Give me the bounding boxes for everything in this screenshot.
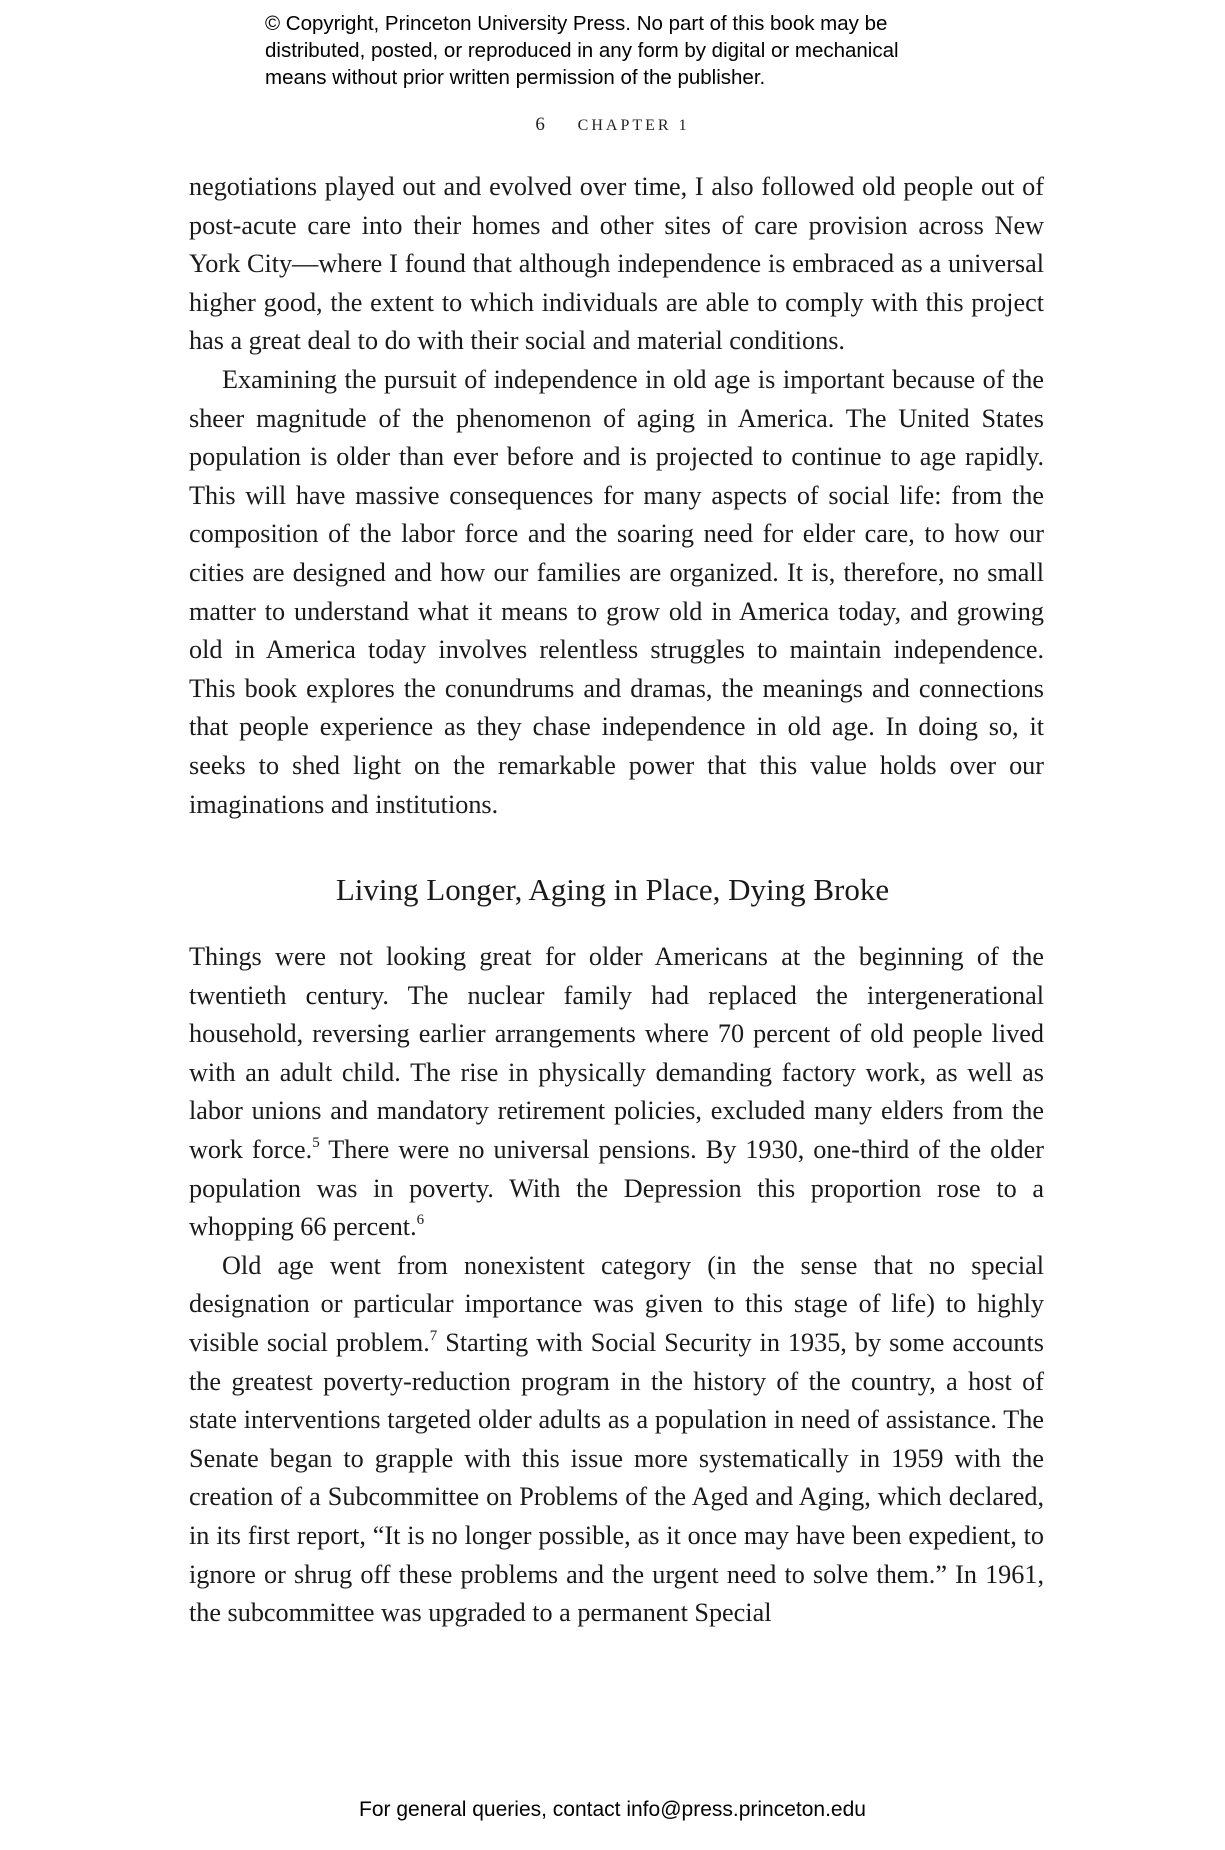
paragraph-continued: negotiations played out and evolved over time, I also followed old people out of post-acute care into their homes and other sites of care provision across New York City—where I found that although independence is embraced as a universal higher good, the extent to which individuals are able to comply with this project has a great deal to do with their social and material conditions.: [189, 172, 1044, 356]
section-heading: Living Longer, Aging in Place, Dying Broke: [335, 872, 890, 907]
paragraph: [189, 1247, 1044, 1633]
paragraph-text: Things were not looking great for older Americans at the beginning of the twentieth century. The nuclear family had replaced the intergenerational household, reversing earlier arrangements where 70 percent of old people lived with an adult child. The rise in physically demanding factory work, as well as labor unions and mandatory retirement policies, excluded many elders from the work force.: [189, 942, 1044, 1164]
paragraph: [189, 938, 1044, 1247]
paragraph-text: Starting with Social Security in 1935, by some accounts the greatest poverty-reduction program in the history of the country, a host of state interventions targeted older adults as a population in need of assistance. The Senate began to grapple with this issue more systematically in 1959 with the creation of a Subcommittee on Problems of the Aged and Aging, which declared, in its first report, “It is no longer possible, as it once may have been expedient, to ignore or shrug off these problems and the urgent need to solve them.” In 1961, the subcommittee was upgraded to a permanent Special: [189, 1327, 1044, 1628]
body-text-block: [189, 168, 1044, 824]
paragraph-text: Old age went from nonexistent category (in the sense that no special designation or particular importance was given to this stage of life) to highly visible social problem.: [189, 1250, 1044, 1357]
page-number: 6: [535, 114, 548, 135]
footnote-ref: 5: [312, 1135, 320, 1152]
footnote-ref: 6: [416, 1212, 425, 1229]
body-text-block: [189, 938, 1044, 1633]
footer-contact: For general queries, contact info@press.princeton.edu: [359, 1798, 866, 1821]
running-head: [0, 114, 1225, 136]
copyright-line: © Copyright, Princeton University Press. No part of this book may be: [265, 12, 888, 35]
paragraph-text: There were no universal pensions. By 1930, one-third of the older population was in poverty. With the Depression this proportion rose to a whopping 66 percent.: [189, 1134, 1044, 1242]
copyright-line: means without prior written permission of the publisher.: [265, 66, 766, 89]
copyright-line: distributed, posted, or reproduced in any form by digital or mechanical: [265, 39, 899, 62]
footnote-ref: 7: [429, 1328, 438, 1345]
copyright-notice: [265, 10, 1025, 91]
paragraph: Examining the pursuit of independence in old age is important because of the sheer magnitude of the phenomenon of aging in America. The United States population is older than ever before and is projected to continue to age rapidly. This will have massive consequences for many aspects of social life: from the composition of the labor force and the soaring need for elder care, to how our cities are designed and how our families are organized. It is, therefore, no small matter to understand what it means to grow old in America today, and growing old in America today involves relentless struggles to maintain independence. This book explores the conundrums and dramas, the meanings and connections that people experience as they chase independence in old age. In doing so, it seeks to shed light on the remarkable power that this value holds over our imaginations and institutions.: [189, 364, 1044, 819]
chapter-label: CHAPTER 1: [577, 117, 690, 134]
